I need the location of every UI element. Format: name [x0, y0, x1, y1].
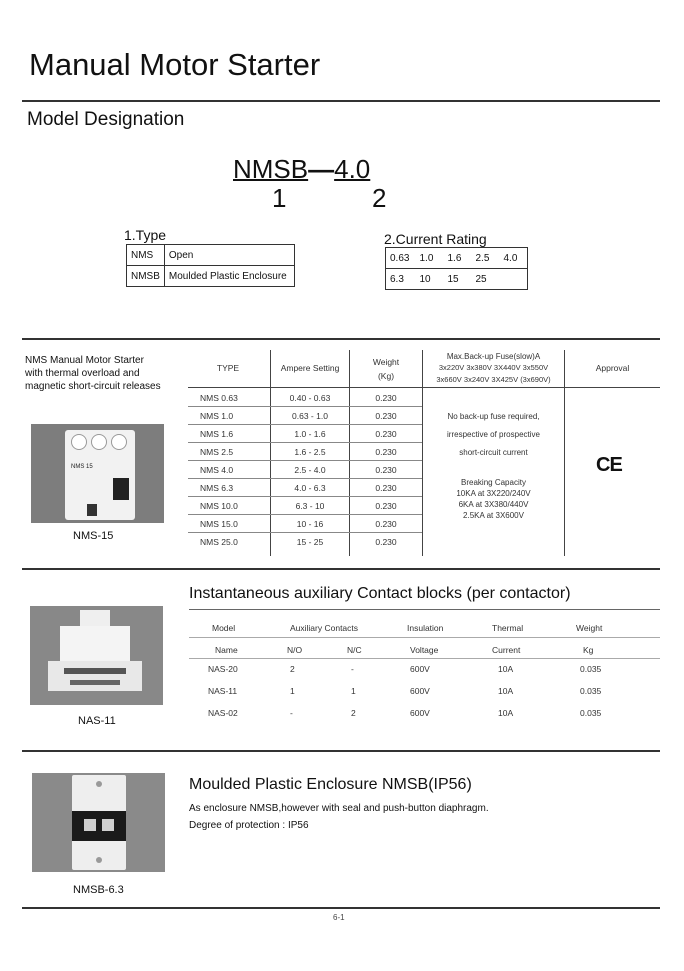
- nas-weight: 0.035: [580, 686, 602, 696]
- nas-voltage: 600V: [410, 708, 430, 718]
- nms-weight: 0.230: [375, 483, 397, 493]
- nms-15-photo: [31, 424, 164, 523]
- table-row: [127, 266, 295, 287]
- type-heading: 1.Type: [124, 227, 167, 243]
- nas-header-rule-1: [189, 637, 660, 638]
- nms-ampere: 2.5 - 4.0: [294, 465, 326, 475]
- nms-header-weight-2: (Kg): [377, 371, 395, 381]
- nms-description-line: NMS Manual Motor Starter: [25, 355, 144, 366]
- nmsb-photo-caption: NMSB-6.3: [73, 884, 124, 896]
- table-row: [188, 479, 422, 497]
- nms-header-approval: Approval: [595, 363, 630, 373]
- nms-header-fuse-2: 3x220V 3x380V 3X440V 3x550V: [438, 363, 549, 372]
- nms-ampere: 10 - 16: [296, 519, 324, 529]
- nas-11-photo: [30, 606, 163, 705]
- nms-type: NMS 0.63: [200, 393, 238, 403]
- nas-h2-voltage: Voltage: [410, 645, 439, 655]
- nms-table-divider: [564, 350, 565, 556]
- nms-description-line: magnetic short-circuit releases: [25, 381, 161, 392]
- table-row: [188, 443, 422, 461]
- nas-photo-caption: NAS-11: [78, 715, 116, 727]
- nms-type: NMS 15.0: [200, 519, 238, 529]
- ce-mark-icon: CE: [596, 454, 622, 476]
- breaking-line: 10KA at 3X220/240V: [456, 489, 531, 498]
- nms-weight: 0.230: [375, 465, 397, 475]
- rating-cell: [500, 269, 528, 290]
- title-rule: [22, 100, 660, 102]
- rating-cell: 15: [444, 269, 472, 290]
- nms-ampere: 0.63 - 1.0: [292, 411, 328, 421]
- section-rule-nms: [22, 338, 660, 340]
- type-table: [126, 244, 295, 287]
- nas-title: Instantaneous auxiliary Contact blocks (per contactor): [189, 585, 571, 602]
- nas-current: 10A: [498, 664, 514, 674]
- nms-type: NMS 1.6: [200, 429, 234, 439]
- footer-rule: [22, 907, 660, 909]
- nas-no: 1: [290, 686, 295, 696]
- nas-h2-current: Current: [492, 645, 521, 655]
- model-code: [233, 153, 370, 185]
- enclosure-line-1: As enclosure NMSB,however with seal and push-button diaphragm.: [189, 803, 489, 814]
- nms-ampere: 1.0 - 1.6: [294, 429, 326, 439]
- nms-description: [25, 354, 161, 393]
- rating-cell: 1.6: [444, 248, 472, 269]
- nms-header-weight-1: Weight: [372, 357, 400, 367]
- nms-type: NMS 1.0: [200, 411, 234, 421]
- nms-weight: 0.230: [375, 537, 397, 547]
- nas-h1-aux: Auxiliary Contacts: [290, 623, 359, 633]
- nas-nc: 1: [351, 686, 356, 696]
- nms-weight: 0.230: [375, 447, 397, 457]
- fuse-note-line: No back-up fuse required,: [447, 412, 540, 421]
- nas-no: -: [290, 708, 293, 718]
- table-row: [188, 407, 422, 425]
- nas-nc: -: [351, 664, 354, 674]
- breaking-line: 2.5KA at 3X600V: [463, 511, 524, 520]
- rating-cell: 0.63: [386, 248, 416, 269]
- nms-type: NMS 4.0: [200, 465, 234, 475]
- nas-nc: 2: [351, 708, 356, 718]
- type-code: NMSB: [127, 266, 165, 287]
- enclosure-title: Moulded Plastic Enclosure NMSB(IP56): [189, 776, 472, 793]
- nms-type: NMS 10.0: [200, 501, 238, 511]
- nas-h2-kg: Kg: [583, 645, 594, 655]
- table-row: [188, 533, 422, 551]
- type-desc: Moulded Plastic Enclosure: [164, 266, 294, 287]
- rating-cell: 10: [416, 269, 444, 290]
- nms-weight: 0.230: [375, 519, 397, 529]
- table-row: [188, 497, 422, 515]
- nms-weight: 0.230: [375, 411, 397, 421]
- model-index-1: 1: [272, 183, 287, 213]
- section-rule-nas: [22, 568, 660, 570]
- rating-cell: 1.0: [416, 248, 444, 269]
- nas-h2-nc: N/C: [347, 645, 362, 655]
- table-row: [386, 269, 528, 290]
- nms-type: NMS 25.0: [200, 537, 238, 547]
- nms-type: NMS 2.5: [200, 447, 234, 457]
- nas-model: NAS-11: [208, 686, 238, 696]
- nas-current: 10A: [498, 686, 514, 696]
- nms-ampere: 15 - 25: [296, 537, 324, 547]
- nas-h1-insulation: Insulation: [407, 623, 444, 633]
- nms-weight: 0.230: [375, 501, 397, 511]
- fuse-note: [423, 408, 564, 462]
- nms-rows: [188, 389, 422, 551]
- nas-weight: 0.035: [580, 708, 602, 718]
- page-title: Manual Motor Starter: [29, 47, 321, 82]
- nas-voltage: 600V: [410, 686, 430, 696]
- nas-h2-no: N/O: [287, 645, 303, 655]
- nms-ampere: 0.40 - 0.63: [289, 393, 331, 403]
- nms-header-fuse-3: 3x660V 3x240V 3X425V (3x690V): [436, 375, 551, 384]
- nms-header-type: TYPE: [216, 363, 240, 373]
- nas-h1-model: Model: [212, 623, 236, 633]
- nms-weight: 0.230: [375, 393, 397, 403]
- fuse-note-line: short-circuit current: [459, 448, 528, 457]
- nms-header-rule: [188, 387, 660, 388]
- nas-model: NAS-20: [208, 664, 238, 674]
- table-row: [188, 425, 422, 443]
- table-row: [188, 389, 422, 407]
- type-desc: Open: [164, 245, 294, 266]
- nms-ampere: 1.6 - 2.5: [294, 447, 326, 457]
- nms-description-line: with thermal overload and: [25, 368, 140, 379]
- fuse-note-line: irrespective of prospective: [447, 430, 540, 439]
- nms-ampere: 6.3 - 10: [295, 501, 325, 511]
- rating-cell: 4.0: [500, 248, 528, 269]
- table-row: [127, 245, 295, 266]
- section-rule-enclosure: [22, 750, 660, 752]
- model-index-2: 2: [372, 183, 387, 213]
- current-rating-heading: 2.Current Rating: [384, 231, 487, 247]
- type-code: NMS: [127, 245, 165, 266]
- model-designation-heading: Model Designation: [27, 109, 185, 130]
- table-row: [386, 248, 528, 269]
- table-row: [188, 461, 422, 479]
- current-rating-table: [385, 247, 528, 290]
- nms-type: NMS 6.3: [200, 483, 234, 493]
- rating-cell: 6.3: [386, 269, 416, 290]
- nas-h2-name: Name: [215, 645, 238, 655]
- nms-photo-label: NMS 15: [71, 464, 93, 470]
- nas-h1-weight: Weight: [576, 623, 603, 633]
- enclosure-line-2: Degree of protection : IP56: [189, 820, 309, 831]
- nms-weight: 0.230: [375, 429, 397, 439]
- model-code-part1: NMSB: [233, 154, 309, 184]
- nms-ampere: 4.0 - 6.3: [294, 483, 326, 493]
- rating-cell: 2.5: [472, 248, 500, 269]
- table-row: [188, 515, 422, 533]
- nas-current: 10A: [498, 708, 514, 718]
- model-code-dash: —: [308, 154, 335, 184]
- nms-header-ampere: Ampere Setting: [280, 363, 340, 373]
- rating-cell: 25: [472, 269, 500, 290]
- nms-photo-caption: NMS-15: [73, 530, 114, 542]
- nmsb-6-3-photo: [32, 773, 165, 872]
- nas-model: NAS-02: [208, 708, 238, 718]
- breaking-line: Breaking Capacity: [461, 478, 526, 487]
- model-code-part2: 4.0: [334, 154, 371, 184]
- nas-no: 2: [290, 664, 295, 674]
- breaking-line: 6KA at 3X380/440V: [458, 500, 529, 509]
- nms-header-fuse-1: Max.Back-up Fuse(slow)A: [446, 352, 541, 361]
- nas-h1-thermal: Thermal: [492, 623, 524, 633]
- breaking-capacity: [423, 477, 564, 521]
- page-number: 6-1: [333, 913, 345, 922]
- nas-voltage: 600V: [410, 664, 430, 674]
- nas-weight: 0.035: [580, 664, 602, 674]
- nas-header-rule-2: [189, 658, 660, 659]
- nas-title-rule: [189, 609, 660, 610]
